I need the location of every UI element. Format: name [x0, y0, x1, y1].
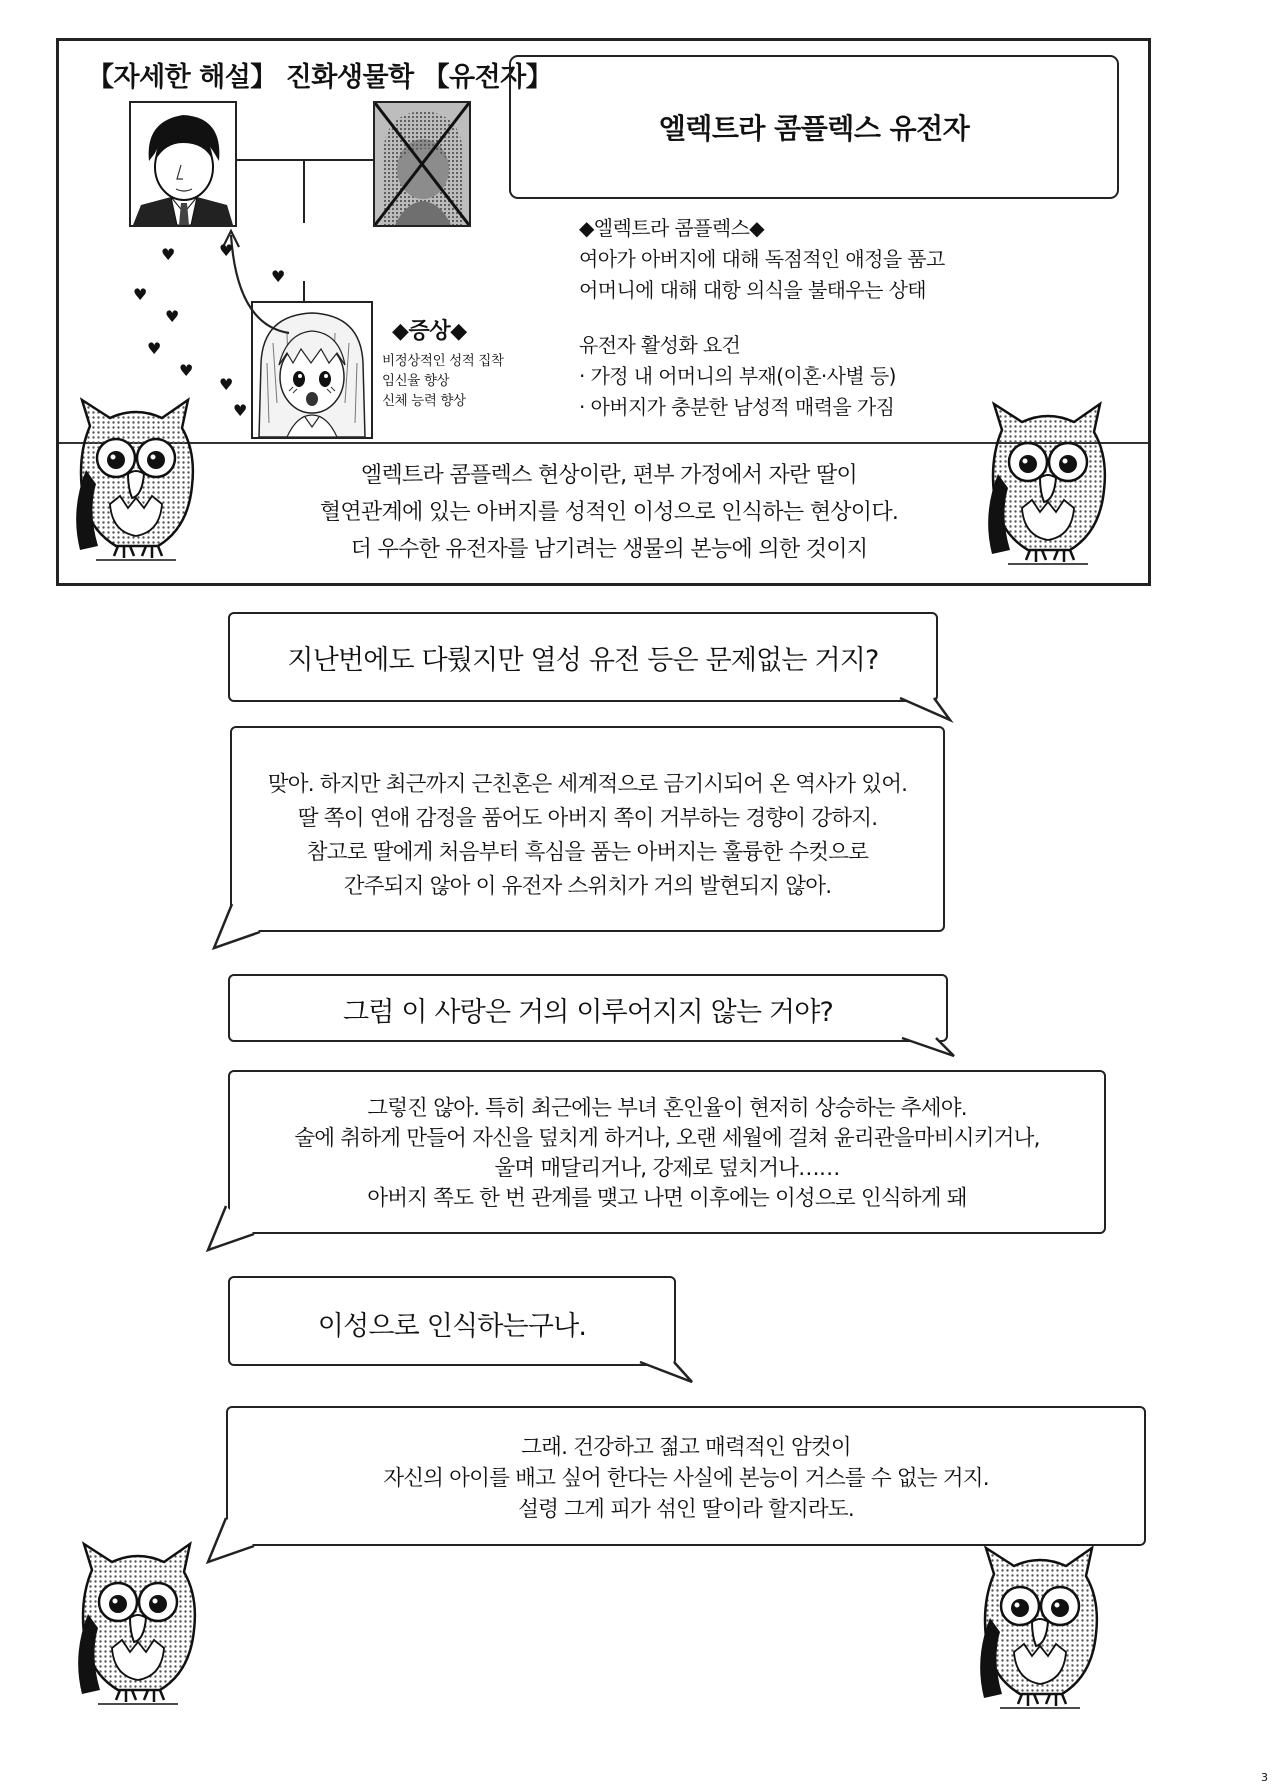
child-connector-line-lower [303, 281, 305, 301]
summary-line: 엘렉트라 콤플렉스 현상이란, 편부 가정에서 자란 딸이 [360, 463, 858, 488]
bubble-line: 그래. 건강하고 젊고 매력적인 암컷이 [521, 1435, 851, 1460]
mother-portrait-crossed [373, 101, 471, 227]
question-bubble [228, 1276, 676, 1366]
heart-icon: ♥ [133, 285, 148, 304]
bubble-line: 참고로 딸에게 처음부터 흑심을 품는 아버지는 훌륭한 수컷으로 [306, 840, 869, 865]
summary-line: 혈연관계에 있는 아버지를 성적인 이성으로 인식하는 현상이다. [319, 500, 899, 525]
heart-icon: ♥ [161, 245, 176, 264]
heart-icon: ♥ [219, 241, 234, 260]
page-number: 3 [1261, 1771, 1268, 1784]
father-portrait [129, 101, 237, 227]
activation-line: · 가정 내 어머니의 부재(이혼·사별 등) [579, 364, 896, 388]
explanation-panel [56, 38, 1151, 586]
panel-divider [59, 442, 1148, 444]
question-bubble [228, 612, 938, 702]
bubble-line: 지난번에도 다뤘지만 열성 유전 등은 문제없는 거지? [287, 645, 879, 676]
owl-mascot-right-top [988, 404, 1110, 568]
bubble-line: 그렇진 않아. 특히 최근에는 부녀 혼인율이 현저히 상승하는 추세야. [367, 1096, 967, 1121]
bubble-line: 딸 쪽이 연애 감정을 품어도 아버지 쪽이 거부하는 경향이 강하지. [297, 806, 878, 831]
bubble-line: 간주되지 않아 이 유전자 스위치가 거의 발현되지 않아. [343, 874, 832, 899]
bubble-tail [212, 904, 272, 950]
activation-line: · 아버지가 충분한 남성적 매력을 가짐 [579, 395, 895, 419]
summary-line: 더 우수한 유전자를 남기려는 생물의 본능에 의한 것이지 [350, 537, 868, 562]
symptom-line: 임신율 향상 [382, 373, 450, 389]
activation-heading: 유전자 활성화 요건 [579, 333, 741, 357]
answer-bubble [230, 726, 945, 932]
bubble-tail [206, 1518, 266, 1564]
owl-mascot-left-bottom [78, 1544, 200, 1708]
heart-icon: ♥ [147, 339, 162, 358]
parent-connector-line [237, 159, 373, 161]
gene-title: 엘렉트라 콤플렉스 유전자 [658, 112, 970, 145]
owl-mascot-left-top [76, 400, 198, 564]
bubble-line: 술에 취하게 만들어 자신을 덮치게 하거나, 오랜 세월에 걸쳐 윤리관을마비시키거나, [294, 1126, 1040, 1151]
bubble-line: 이성으로 인식하는구나. [317, 1311, 587, 1342]
owl-mascot-right-bottom [980, 1548, 1102, 1712]
definition-heading: ◆엘렉트라 콤플렉스◆ [579, 216, 765, 240]
symptom-line: 신체 능력 향상 [382, 393, 466, 409]
definition-block [579, 213, 945, 423]
answer-bubble [228, 1070, 1106, 1234]
symptoms-block [382, 317, 504, 411]
bubble-tail [640, 1362, 700, 1384]
bubble-line: 울며 매달리거나, 강제로 덮치거나…… [494, 1156, 840, 1181]
bubble-line: 자신의 아이를 배고 싶어 한다는 사실에 본능이 거스를 수 없는 거지. [383, 1466, 989, 1491]
heart-icon: ♥ [271, 267, 286, 286]
bubble-tail [902, 1038, 962, 1058]
heart-icon: ♥ [165, 307, 180, 326]
symptoms-heading: ◆증상◆ [392, 319, 467, 344]
bubble-line: 아버지 쪽도 한 번 관계를 맺고 나면 이후에는 이성으로 인식하게 돼 [367, 1186, 967, 1211]
gene-title-box [509, 55, 1119, 199]
bubble-line: 설령 그게 피가 섞인 딸이라 할지라도. [518, 1497, 854, 1522]
heart-icon: ♥ [219, 375, 234, 394]
summary-text [259, 457, 959, 568]
symptom-line: 비정상적인 성적 집착 [382, 353, 504, 369]
bubble-line: 맞아. 하지만 최근까지 근친혼은 세계적으로 금기시되어 온 역사가 있어. [267, 772, 908, 797]
section-title: 【자세한 해설】 진화생물학 【유전자】 [87, 62, 553, 93]
child-connector-line [303, 159, 305, 223]
definition-line: 여아가 아버지에 대해 독점적인 애정을 품고 [579, 247, 945, 271]
answer-bubble [226, 1406, 1146, 1546]
bubble-tail [900, 698, 960, 722]
bubble-line: 그럼 이 사랑은 거의 이루어지지 않는 거야? [342, 997, 834, 1028]
heart-icon: ♥ [233, 401, 248, 420]
question-bubble [228, 974, 948, 1042]
definition-line: 어머니에 대해 대항 의식을 불태우는 상태 [579, 278, 927, 302]
heart-icon: ♥ [179, 361, 194, 380]
bubble-tail [206, 1206, 266, 1252]
